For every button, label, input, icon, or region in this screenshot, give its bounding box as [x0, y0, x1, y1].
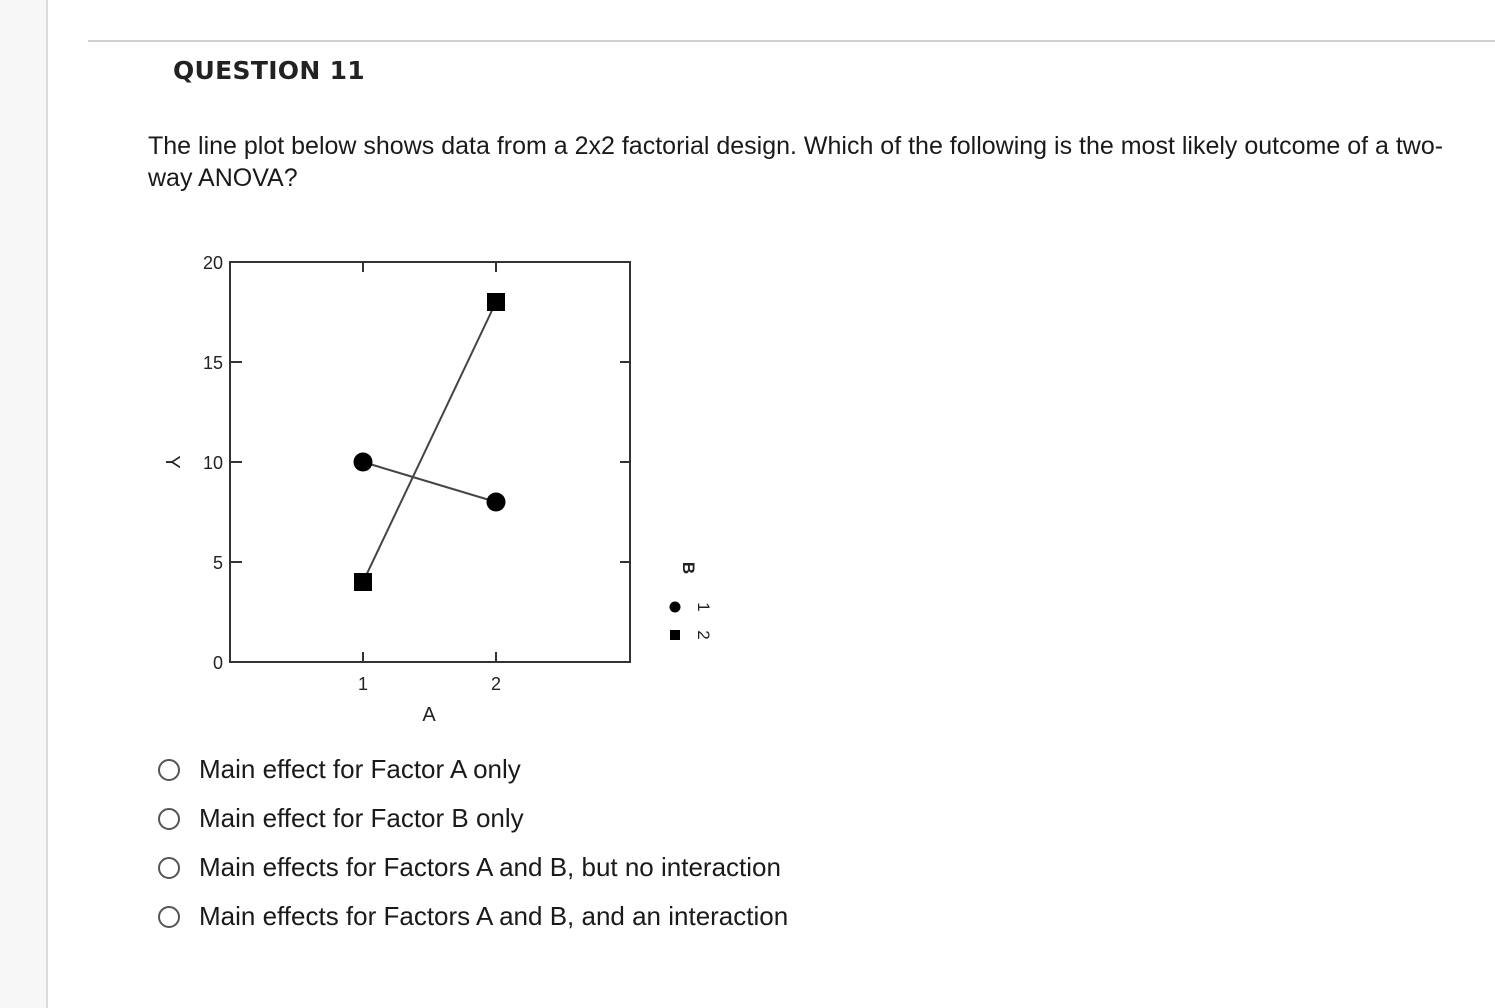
series-2-point-1	[487, 293, 505, 311]
question-prompt: The line plot below shows data from a 2x2 factorial design. Which of the following is the most likely outcome of a two-way ANOVA?	[148, 132, 1444, 192]
y-tick-label-0: 0	[212, 653, 223, 673]
answer-options	[158, 745, 788, 941]
y-tick-label-1: 5	[212, 553, 223, 573]
x-axis-label: A	[422, 704, 436, 725]
divider	[88, 40, 1495, 42]
legend-label-2: 2	[694, 630, 713, 640]
option-a-only[interactable]	[158, 745, 788, 794]
option-a-and-b-interaction[interactable]	[158, 892, 788, 941]
radio-button-3[interactable]	[158, 857, 180, 879]
legend-label-1: 1	[694, 602, 713, 612]
option-label-3: Main effects for Factors A and B, but no interaction	[199, 852, 781, 882]
option-b-only[interactable]	[158, 794, 788, 843]
question-title: QUESTION 11	[173, 56, 365, 85]
legend-title: B	[679, 561, 698, 575]
plot-frame	[230, 262, 630, 662]
series-2-line	[363, 302, 496, 582]
y-tick-label-4: 20	[202, 253, 223, 273]
series-1-line	[363, 462, 496, 502]
series-1-point-1	[487, 493, 506, 512]
factorial-line-plot	[150, 245, 730, 725]
y-axis-label: Y	[161, 455, 183, 469]
option-a-and-b-no-interaction[interactable]	[158, 843, 788, 892]
option-label-2: Main effect for Factor B only	[199, 803, 524, 833]
left-rail	[0, 0, 48, 1008]
series-2-point-0	[354, 573, 372, 591]
y-tick-label-3: 15	[202, 353, 223, 373]
option-label-4: Main effects for Factors A and B, and an interaction	[199, 901, 789, 931]
option-label-1: Main effect for Factor A only	[199, 754, 521, 784]
y-tick-label-2: 10	[202, 453, 223, 473]
radio-button-2[interactable]	[158, 808, 180, 830]
x-tick-label-0: 1	[357, 674, 369, 694]
x-tick-label-1: 2	[490, 674, 502, 694]
radio-button-1[interactable]	[158, 759, 180, 781]
legend-marker-2	[670, 630, 680, 640]
series-1-point-0	[354, 453, 373, 472]
radio-button-4[interactable]	[158, 906, 180, 928]
legend-marker-1	[670, 602, 681, 613]
